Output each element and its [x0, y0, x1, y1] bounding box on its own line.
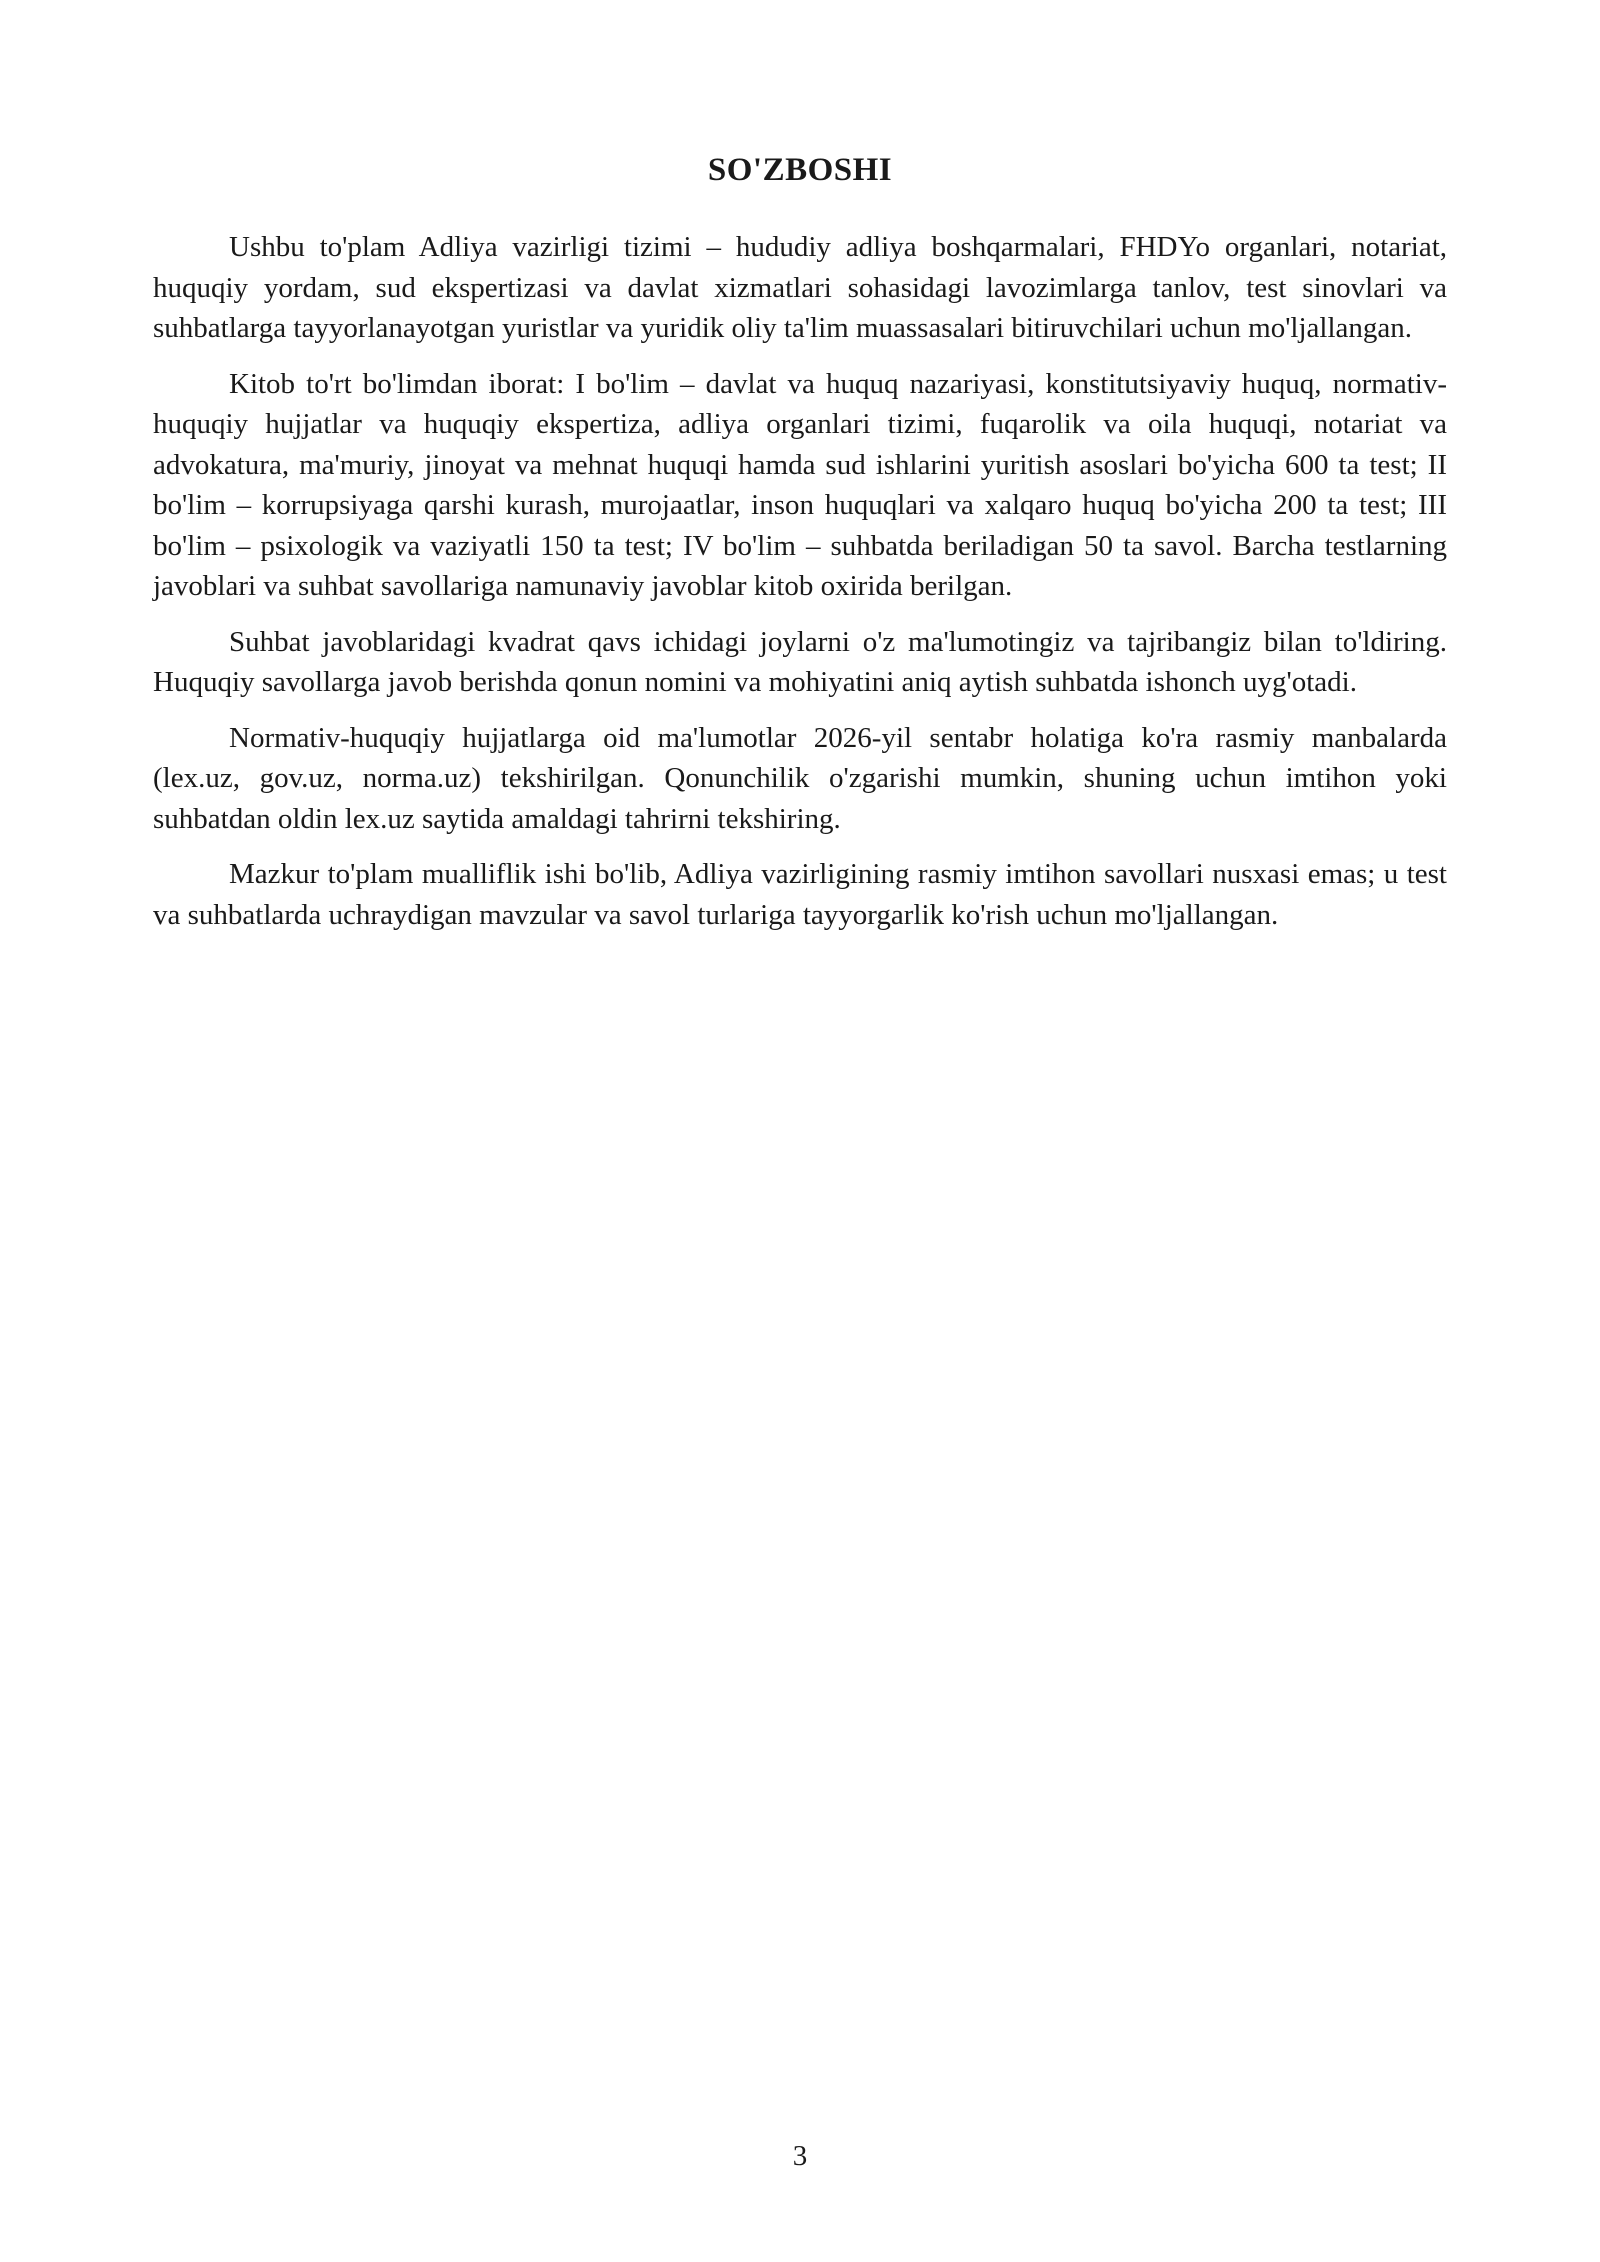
paragraph-intro: Ushbu to'plam Adliya vazirligi tizimi – hududiy adliya boshqarmalari, FHDYo organlari, notariat, huquqiy yordam, sud ekspertizasi va davlat xizmatlari sohasidagi lavozimlarga tanlov, test sinovlari va suhbatlarga tayyorlanayotgan yuristlar va yuridik oliy ta'lim muassasalari bitiruvchilari uchun mo'ljallangan. — [153, 231, 1447, 344]
paragraph-disclaimer: Mazkur to'plam mualliflik ishi bo'lib, Adliya vazirligining rasmiy imtihon savollari nusxasi emas; u test va suhbatlarda uchraydigan mavzular va savol turlariga tayyorgarlik ko'rish uchun mo'ljallangan. — [153, 858, 1447, 931]
paragraph-structure: Kitob to'rt bo'limdan iborat: I bo'lim – davlat va huquq nazariyasi, konstitutsiyaviy huquq, normativ-huquqiy hujjatlar va huquqiy ekspertiza, adliya organlari tizimi, fuqarolik va oila huquqi, notariat va advokatura, ma'muriy, jinoyat va mehnat huquqi hamda sud ishlarini yuritish asoslari bo'yicha 600 ta test; II bo'lim – korrupsiyaga qarshi kurash, murojaatlar, inson huquqlari va xalqaro huquq bo'yicha 200 ta test; III bo'lim – psixologik va vaziyatli 150 ta test; IV bo'lim – suhbatda beriladigan 50 ta savol. Barcha testlarning javoblari va suhbat savollariga namunaviy javoblar kitob oxirida berilgan. — [153, 367, 1447, 602]
document-body — [153, 227, 1447, 950]
paragraph-interview-guidance: Suhbat javoblaridagi kvadrat qavs ichidagi joylarni o'z ma'lumotingiz va tajribangiz bilan to'ldiring. Huquqiy savollarga javob berishda qonun nomini va mohiyatini aniq aytish suhbatda ishonch uyg'otadi. — [153, 625, 1447, 698]
page-title: SO'ZBOSHI — [707, 152, 893, 188]
paragraph-legal-status: Normativ-huquqiy hujjatlarga oid ma'lumotlar 2026-yil sentabr holatiga ko'ra rasmiy manbalarda (lex.uz, gov.uz, norma.uz) tekshirilgan. Qonunchilik o'zgarishi mumkin, shuning uchun imtihon yoki suhbatdan oldin lex.uz saytida amaldagi tahrirni tekshiring. — [153, 721, 1447, 835]
page-number: 3 — [792, 2140, 808, 2172]
